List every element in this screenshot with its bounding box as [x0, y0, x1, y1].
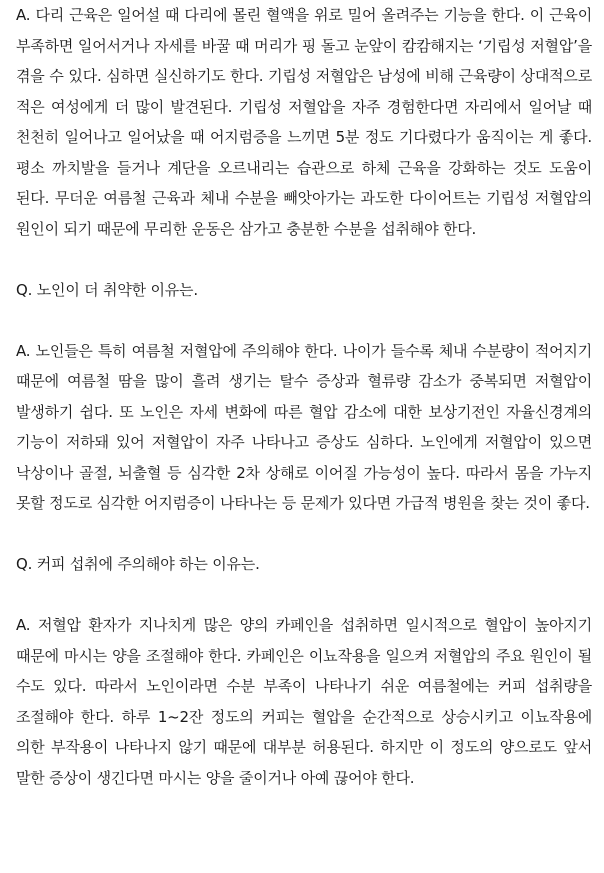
answer-paragraph-1: A. 다리 근육은 일어설 때 다리에 몰린 혈액을 위로 밀어 올려주는 기능을 한다. 이 근육이 부족하면 일어서거나 자세를 바꿀 때 머리가 핑 돌고 눈앞이 캄캄해지는 ‘기립성 저혈압’을 겪을 수 있다. 심하면 실신하기도 한다. 기립성 저혈압은 남성에 비해 근육량이 상대적으로 적은 여성에게 더 많이 발견된다. 기립성 저혈압을 자주 경험한다면 자리에서 일어날 때 천천히 일어나고 일어났을 때 어지럼증을 느끼면 5분 정도 기다렸다가 움직이는 게 좋다. 평소 까치발을 들거나 계단을 오르내리는 습관으로 하체 근육을 강화하는 것도 도움이 된다. 무더운 여름철 근육과 체내 수분을 빼앗아가는 과도한 다이어트는 기립성 저혈압의 원인이 되기 때문에 무리한 운동은 삼가고 충분한 수분을 섭취해야 한다. [16, 6, 593, 238]
answer-paragraph-3: A. 저혈압 환자가 지나치게 많은 양의 카페인을 섭취하면 일시적으로 혈압이 높아지기 때문에 마시는 양을 조절해야 한다. 카페인은 이뇨작용을 일으켜 저혈압의 주요 원인이 될 수도 있다. 따라서 노인이라면 수분 부족이 나타나기 쉬운 여름철에는 커피 섭취량을 조절해야 한다. 하루 1~2잔 정도의 커피는 혈압을 순간적으로 상승시키고 이뇨작용에 의한 부작용이 나타나지 않기 때문에 대부분 허용된다. 하지만 이 정도의 양으로도 앞서 말한 증상이 생긴다면 마시는 양을 줄이거나 아예 끊어야 한다. [16, 616, 592, 787]
question-heading-3: Q. 커피 섭취에 주의해야 하는 이유는. [16, 555, 260, 573]
answer-paragraph-2: A. 노인들은 특히 여름철 저혈압에 주의해야 한다. 나이가 들수록 체내 수분량이 적어지기 때문에 여름철 땀을 많이 흘려 생기는 탈수 증상과 혈류량 감소가 중복되면 저혈압이 발생하기 쉽다. 또 노인은 자세 변화에 따른 혈압 감소에 대한 보상기전인 자율신경계의 기능이 저하돼 있어 저혈압이 자주 나타나고 증상도 심하다. 노인에게 저혈압이 있으면 낙상이나 골절, 뇌출혈 등 심각한 2차 상해로 이어질 가능성이 높다. 따라서 몸을 가누지 못할 정도로 심각한 어지럼증이 나타나는 등 문제가 있다면 가급적 병원을 찾는 것이 좋다. [16, 341, 592, 512]
question-heading-2: Q. 노인이 더 취약한 이유는. [16, 280, 198, 299]
